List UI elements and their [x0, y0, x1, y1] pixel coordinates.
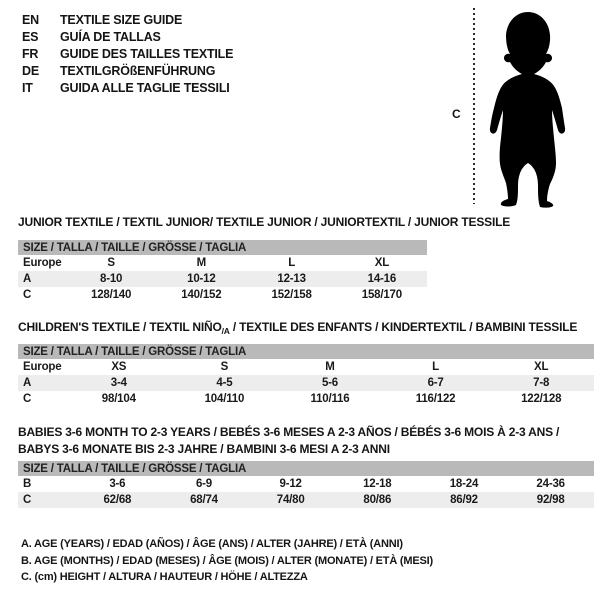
babies-size-table	[18, 461, 594, 508]
language-code: EN	[22, 12, 39, 27]
row-label: Europe	[23, 257, 62, 269]
babies-table-title	[18, 424, 559, 458]
height-measure-dotted-line	[473, 8, 475, 204]
table-row	[18, 476, 594, 492]
children-title-main: CHILDREN'S TEXTILE / TEXTIL NIÑO	[18, 320, 222, 334]
table-cell: 7-8	[488, 375, 594, 391]
baby-silhouette	[484, 8, 572, 208]
row-label: B	[23, 478, 32, 490]
table-cell: 152/158	[271, 289, 312, 301]
junior-size-table	[18, 240, 427, 303]
table-cell: M	[196, 257, 207, 269]
table-cell: 10-12	[156, 271, 246, 287]
table-cell: 4-5	[172, 375, 278, 391]
babies-title-line1: BABIES 3-6 MONTH TO 2-3 YEARS / BEBÉS 3-6 MESES A 2-3 AÑOS / BÉBÉS 3-6 MOIS À 2-3 ANS /	[18, 425, 560, 439]
table-row	[18, 492, 594, 508]
table-cell: 122/128	[521, 393, 562, 405]
table-cell: 8-10	[66, 271, 156, 287]
size-header: SIZE / TALLA / TAILLE / GRÖSSE / TAGLIA	[18, 240, 427, 255]
table-cell: 3-6	[109, 478, 126, 490]
language-code: FR	[22, 46, 39, 61]
table-row	[18, 287, 427, 303]
language-label: GUIDE DES TAILLES TEXTILE	[60, 46, 234, 61]
table-row	[18, 255, 427, 271]
footnote-a: A. AGE (YEARS) / EDAD (AÑOS) / ÂGE (ANS) / ALTER (JAHRE) / ETÀ (ANNI)	[21, 538, 403, 550]
table-cell: 62/68	[74, 492, 161, 508]
row-label: A	[18, 375, 66, 391]
table-cell: 9-12	[279, 478, 302, 490]
table-cell: 24-36	[536, 478, 565, 490]
row-label: A	[18, 271, 66, 287]
row-label: C	[23, 289, 32, 301]
footnote-c: C. (cm) HEIGHT / ALTURA / HAUTEUR / HÖHE / ALTEZZA	[21, 571, 308, 583]
table-cell: 6-9	[195, 478, 212, 490]
size-header: SIZE / TALLA / TAILLE / GRÖSSE / TAGLIA	[18, 461, 594, 476]
table-cell: 3-4	[66, 375, 172, 391]
table-cell: 116/122	[415, 393, 456, 405]
language-label: GUÍA DE TALLAS	[60, 29, 161, 44]
children-size-table	[18, 344, 594, 407]
table-cell: 74/80	[247, 492, 334, 508]
table-cell: 128/140	[91, 289, 132, 301]
table-cell: XL	[534, 361, 549, 373]
table-cell: 5-6	[277, 375, 383, 391]
table-cell: 14-16	[337, 271, 427, 287]
height-label-c: C	[452, 107, 461, 121]
table-cell: 104/110	[204, 393, 245, 405]
language-label: TEXTILE SIZE GUIDE	[60, 12, 183, 27]
children-table-title	[18, 320, 577, 336]
language-row	[22, 11, 233, 28]
table-cell: 158/170	[361, 289, 402, 301]
language-row	[22, 62, 233, 79]
language-row	[22, 28, 233, 45]
language-label: GUIDA ALLE TAGLIE TESSILI	[60, 80, 230, 95]
table-cell: 86/92	[421, 492, 508, 508]
language-list	[22, 11, 233, 96]
table-cell: 18-24	[449, 478, 479, 490]
language-row	[22, 79, 233, 96]
table-cell: S	[220, 361, 229, 373]
children-title-rest: / TEXTILE DES ENFANTS / KINDERTEXTIL / BAMBINI TESSILE	[229, 320, 578, 334]
table-cell: S	[107, 257, 115, 269]
table-cell: 6-7	[383, 375, 489, 391]
table-row	[18, 271, 427, 287]
table-row	[18, 359, 594, 375]
language-code: DE	[22, 63, 39, 78]
footnote-b: B. AGE (MONTHS) / EDAD (MESES) / ÂGE (MOIS) / ALTER (MONATE) / ETÀ (MESI)	[21, 554, 433, 567]
table-cell: M	[325, 361, 335, 373]
table-cell: 98/104	[101, 393, 136, 405]
table-cell: 80/86	[334, 492, 421, 508]
babies-title-line2: BABYS 3-6 MONATE BIS 2-3 JAHRE / BAMBINI 3-6 MESI A 2-3 ANNI	[18, 442, 390, 456]
table-cell: 110/116	[310, 393, 350, 405]
row-label: C	[23, 393, 32, 405]
size-header-row	[18, 461, 594, 476]
table-cell: 12-18	[363, 478, 392, 490]
row-label: C	[18, 492, 74, 508]
language-code: ES	[22, 29, 39, 44]
table-cell: 140/152	[181, 289, 222, 301]
table-cell: 12-13	[247, 271, 337, 287]
table-cell: XS	[111, 361, 127, 373]
table-cell: 68/74	[161, 492, 248, 508]
language-code: IT	[22, 80, 33, 95]
table-row	[18, 375, 594, 391]
table-cell: L	[288, 257, 296, 269]
size-header: SIZE / TALLA / TAILLE / GRÖSSE / TAGLIA	[18, 344, 594, 359]
size-header-row	[18, 344, 594, 359]
size-header-row	[18, 240, 427, 255]
table-row	[18, 391, 594, 407]
footnotes	[21, 538, 433, 588]
table-cell: XL	[374, 257, 390, 269]
table-cell: 92/98	[507, 492, 594, 508]
children-title-subscript: /A	[221, 326, 230, 336]
table-cell: L	[432, 361, 439, 373]
junior-table-title: JUNIOR TEXTILE / TEXTIL JUNIOR/ TEXTILE JUNIOR / JUNIORTEXTIL / JUNIOR TESSILE	[18, 215, 511, 229]
language-row	[22, 45, 233, 62]
row-label: Europe	[23, 361, 62, 373]
language-label: TEXTILGRÖßENFÜHRUNG	[60, 63, 216, 78]
